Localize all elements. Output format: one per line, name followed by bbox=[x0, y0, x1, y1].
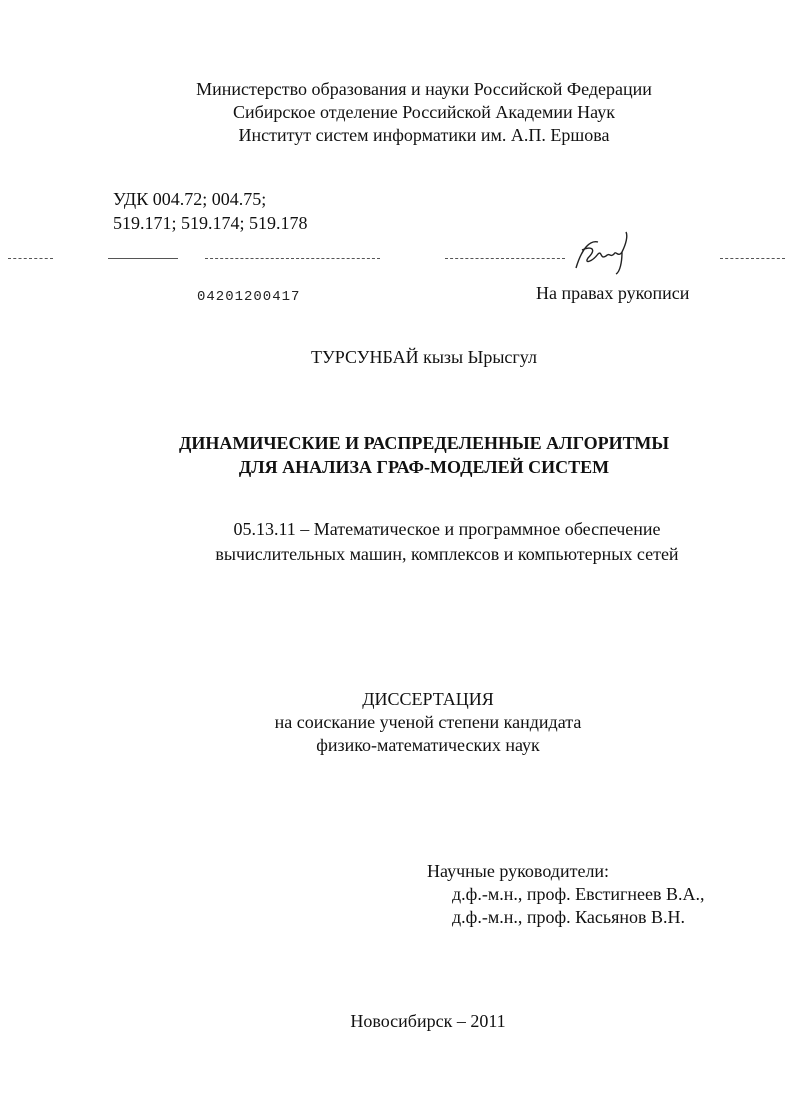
institute-line: Институт систем информатики им. А.П. Ершова bbox=[238, 125, 610, 145]
supervisor-1: д.ф.-м.н., проф. Евстигнеев В.А., bbox=[452, 884, 705, 904]
scan-line bbox=[720, 258, 785, 260]
signature-icon bbox=[568, 228, 638, 278]
scan-line bbox=[445, 258, 565, 260]
title-line-2: ДЛЯ АНАЛИЗА ГРАФ-МОДЕЛЕЙ СИСТЕМ bbox=[238, 457, 610, 477]
author-name: ТУРСУНБАЙ кызы Ырысгул bbox=[311, 347, 537, 367]
ministry-line: Министерство образования и науки Российской Федерации bbox=[196, 79, 652, 99]
degree-line-2: физико-математических наук bbox=[316, 735, 540, 755]
supervisors-label: Научные руководители: bbox=[427, 861, 610, 881]
supervisor-2: д.ф.-м.н., проф. Касьянов В.Н. bbox=[452, 907, 686, 927]
scan-line bbox=[108, 258, 178, 260]
title-line-1: ДИНАМИЧЕСКИЕ И РАСПРЕДЕЛЕННЫЕ АЛГОРИТМЫ bbox=[178, 433, 670, 453]
manuscript-rights: На правах рукописи bbox=[536, 283, 690, 303]
udk-line-1: УДК 004.72; 004.75; bbox=[113, 189, 267, 209]
specialty-line-2: вычислительных машин, комплексов и компьютерных сетей bbox=[215, 544, 679, 564]
udk-line-2: 519.171; 519.174; 519.178 bbox=[113, 213, 308, 233]
city-year: Новосибирск – 2011 bbox=[350, 1011, 506, 1031]
scan-line bbox=[8, 258, 53, 260]
registry-number: 04201200417 bbox=[197, 289, 301, 305]
branch-line: Сибирское отделение Российской Академии Наук bbox=[232, 102, 616, 122]
document-type: ДИССЕРТАЦИЯ bbox=[362, 689, 494, 709]
specialty-line-1: 05.13.11 – Математическое и программное обеспечение bbox=[233, 519, 661, 539]
scan-line bbox=[205, 258, 380, 260]
degree-line-1: на соискание ученой степени кандидата bbox=[274, 712, 582, 732]
